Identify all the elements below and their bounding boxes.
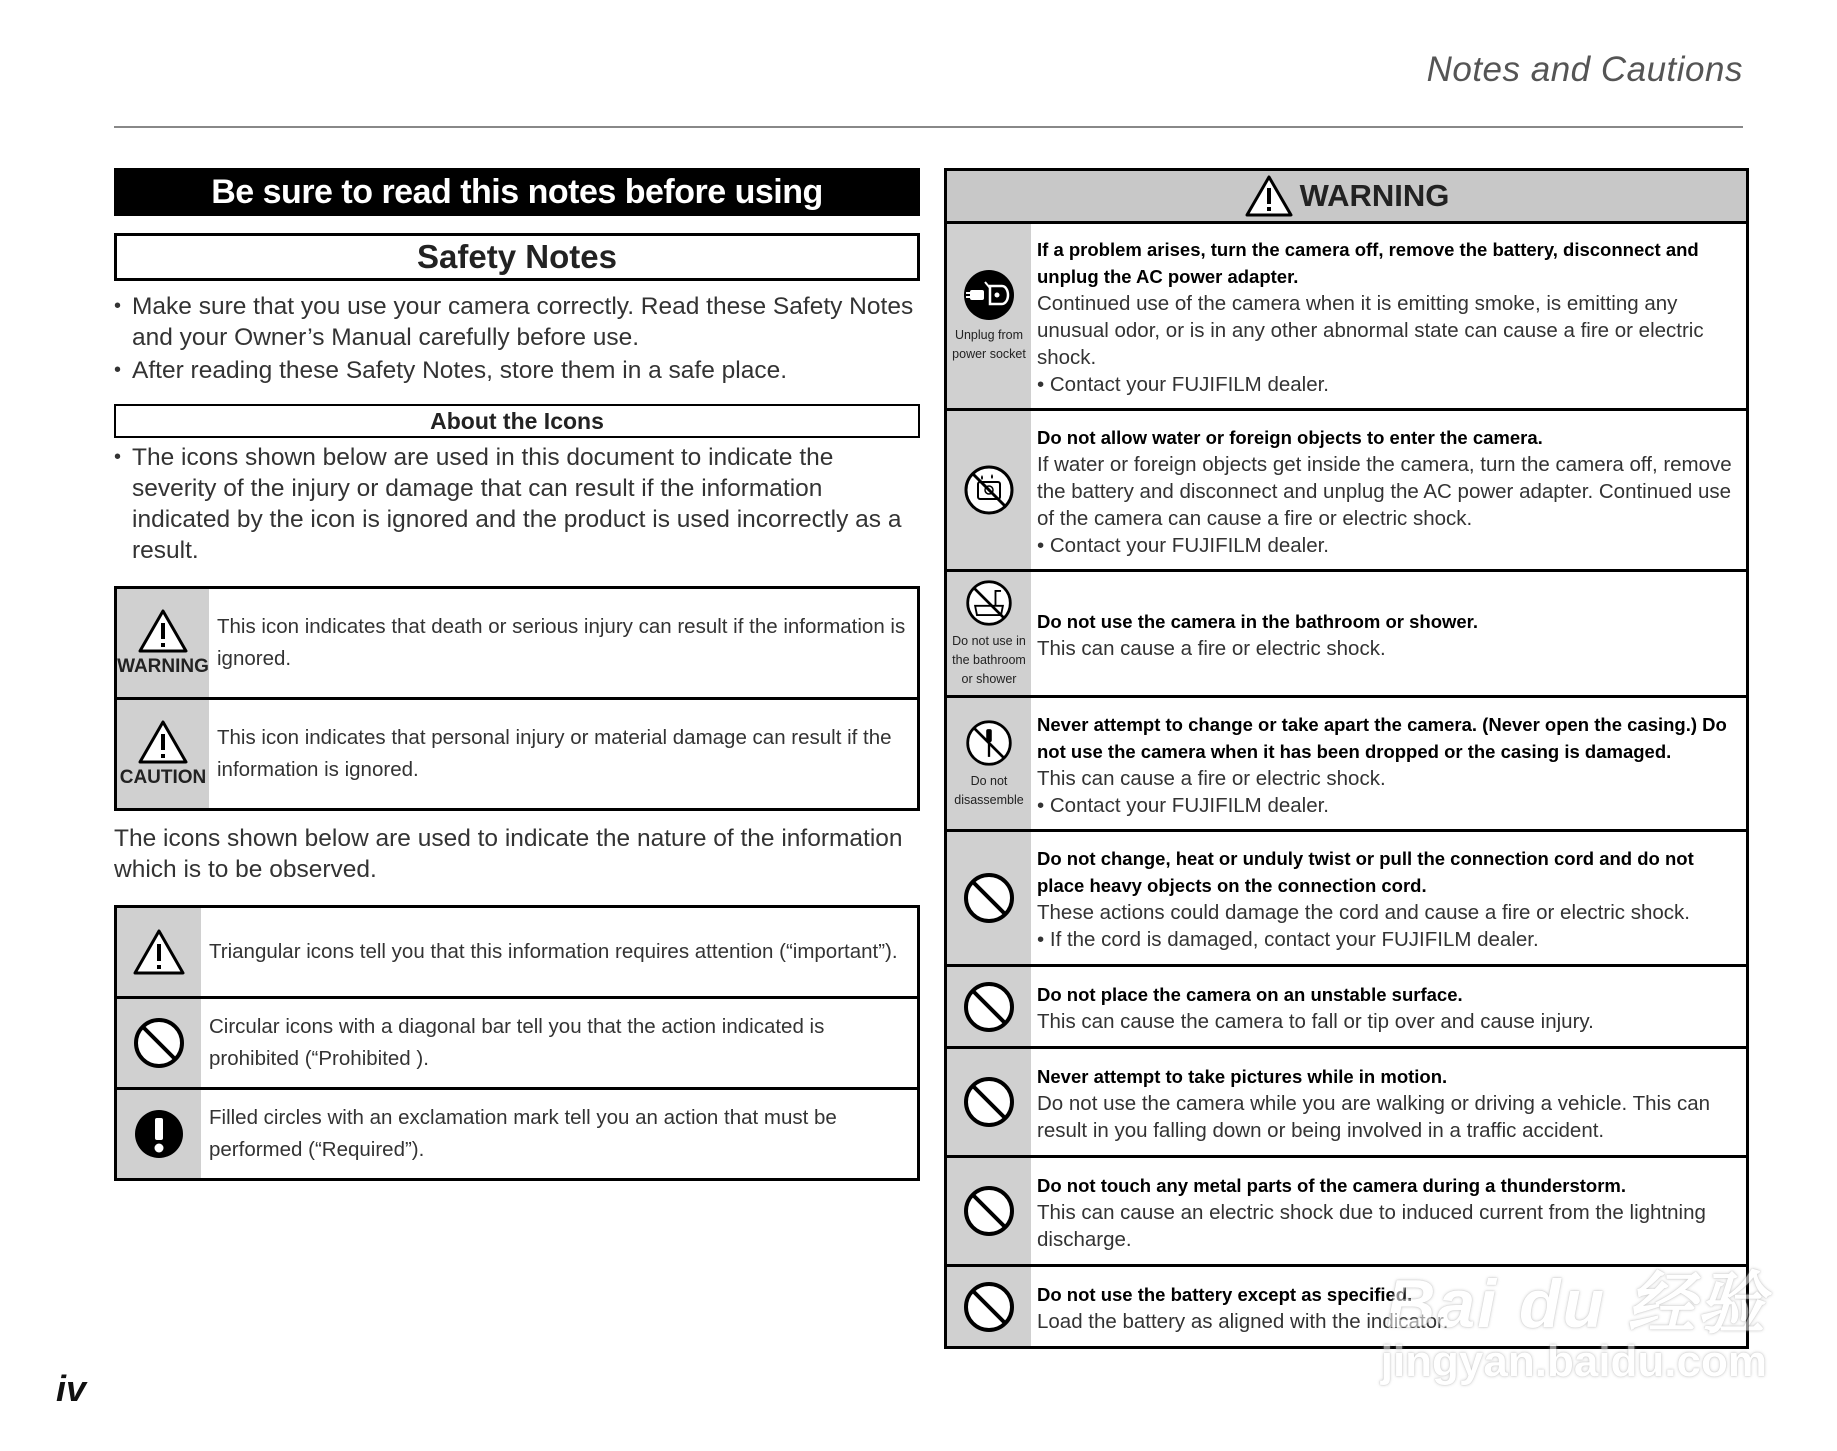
icon-cell: [117, 1090, 201, 1178]
warning-title: If a problem arises, turn the camera off, remove the battery, disconnect and unplug the AC power adapter.: [1037, 239, 1699, 287]
icon-caption: Unplug from power socket: [952, 328, 1026, 361]
table-row: [117, 589, 917, 697]
table-row: [947, 224, 1746, 408]
warning-title: Do not use the camera in the bathroom or shower.: [1037, 610, 1478, 632]
warning-text: [1031, 572, 1746, 695]
icon-caption: Do not disassemble: [954, 773, 1024, 807]
icon-cell: [947, 967, 1031, 1046]
intro-bullet-list: [114, 291, 920, 386]
prohibited-icon: [962, 871, 1016, 925]
icon-cell: [947, 698, 1031, 829]
icon-cell: [117, 908, 201, 996]
warning-title: Do not change, heat or unduly twist or pull the connection cord and do not place heavy objects on the connection cord.: [1037, 848, 1694, 896]
table-row: [947, 408, 1746, 569]
icon-description: Triangular icons tell you that this information requires attention (“important”).: [209, 940, 898, 963]
icon-cell: [947, 224, 1031, 408]
icon-cell: [947, 1049, 1031, 1155]
warning-title: Do not allow water or foreign objects to enter the camera.: [1037, 426, 1543, 448]
table-row: [947, 1155, 1746, 1264]
warning-triangle-icon: [137, 608, 189, 654]
warning-bullet: • Contact your FUJIFILM dealer.: [1037, 793, 1330, 817]
watermark-url: jingyan.baidu.com: [1380, 1337, 1767, 1386]
severity-description: This icon indicates that death or serious injury can result if the information is ignored.: [217, 615, 906, 670]
icon-cell: [947, 572, 1031, 695]
no-water-icon: [962, 463, 1016, 517]
warning-bullet: • Contact your FUJIFILM dealer.: [1037, 533, 1330, 557]
caution-icon-cell: [117, 700, 209, 808]
table-row: [947, 695, 1746, 829]
warning-table-header: [947, 171, 1746, 224]
warning-title: Do not place the camera on an unstable surface.: [1037, 983, 1463, 1005]
warning-icon-cell: [117, 589, 209, 697]
watermark: [1381, 1250, 1767, 1387]
required-exclamation-icon: [132, 1107, 186, 1161]
watermark-brand: Bai du 经验: [1386, 1266, 1767, 1342]
icon-cell: [947, 832, 1031, 964]
warning-bullet: • If the cord is damaged, contact your FUJIFILM dealer.: [1037, 928, 1539, 951]
list-item: • Make sure that you use your camera correctly. Read these Safety Notes and your Owner’s Manual carefully before use.: [114, 291, 920, 353]
table-row: [947, 569, 1746, 695]
warning-title: Never attempt to take pictures while in motion.: [1037, 1065, 1448, 1087]
about-icons-title: About the Icons: [114, 404, 920, 438]
table-row: [117, 996, 917, 1087]
header-divider: [114, 126, 1743, 128]
table-row: [947, 1046, 1746, 1155]
caution-label: CAUTION: [119, 767, 207, 788]
list-item: • After reading these Safety Notes, store them in a safe place.: [114, 355, 920, 386]
prohibited-icon: [962, 1184, 1016, 1238]
icon-cell: [117, 999, 201, 1087]
page-header-title: Notes and Cautions: [1426, 50, 1743, 89]
nature-icon-table: [114, 905, 920, 1181]
warning-bullet: • Contact your FUJIFILM dealer.: [1037, 373, 1330, 396]
warning-title: Never attempt to change or take apart the camera. (Never open the casing.) Do not use the camera when it has been dropped or the casing is damaged.: [1037, 713, 1727, 762]
warning-label: WARNING: [117, 656, 209, 677]
icon-cell: [947, 1158, 1031, 1264]
prohibited-icon: [962, 980, 1016, 1034]
table-row: [947, 964, 1746, 1046]
icon-description: Circular icons with a diagonal bar tell you that the action indicated is prohibited (“Prohibited ).: [209, 1015, 825, 1070]
warning-body: If water or foreign objects get inside the camera, turn the camera off, remove the battery and disconnect and unplug the AC power adapter. Continued use of the camera can cause a fire or electric shock.: [1037, 452, 1732, 530]
prohibited-icon: [962, 1280, 1016, 1334]
icon-description: Filled circles with an exclamation mark tell you an action that must be performed (“Required”).: [209, 1106, 837, 1161]
icon-cell: [947, 1267, 1031, 1346]
unplug-icon: [962, 268, 1016, 322]
warning-text: [1031, 411, 1746, 569]
severity-description: This icon indicates that personal injury or material damage can result if the information is ignored.: [217, 726, 892, 781]
table-row: [947, 829, 1746, 964]
left-column: [114, 168, 920, 1181]
list-item: • The icons shown below are used in this document to indicate the severity of the injury or damage that can result if the information indicated by the icon is ignored and the product is used incorrectly as a result.: [114, 442, 920, 566]
page-number: iv: [56, 1368, 87, 1409]
prohibited-icon: [962, 1075, 1016, 1129]
severity-icon-table: [114, 586, 920, 811]
table-row: [117, 1087, 917, 1178]
warning-body: This can cause an electric shock due to induced current from the lightning discharge.: [1037, 1200, 1706, 1251]
table-row: [117, 908, 917, 996]
about-bullet-list: [114, 442, 920, 566]
icon-caption: Do not use in the bathroom or shower: [952, 634, 1026, 686]
warning-title: Do not use the battery except as specified.: [1037, 1283, 1413, 1305]
warning-body: This can cause a fire or electric shock.: [1037, 766, 1386, 790]
icon-cell: [947, 411, 1031, 569]
warning-text: [1031, 1049, 1746, 1155]
warning-text: [1031, 224, 1746, 408]
nature-paragraph: The icons shown below are used to indicate the nature of the information which is to be observed.: [114, 825, 903, 883]
warning-table: [944, 168, 1749, 1349]
warning-body: This can cause the camera to fall or tip over and cause injury.: [1037, 1009, 1594, 1033]
prohibited-circle-icon: [132, 1016, 186, 1070]
warning-title: Do not touch any metal parts of the camera during a thunderstorm.: [1037, 1174, 1626, 1196]
warning-body: These actions could damage the cord and cause a fire or electric shock.: [1037, 901, 1690, 924]
no-bathroom-icon: [964, 578, 1014, 628]
warning-heading: WARNING: [1299, 178, 1450, 213]
attention-triangle-icon: [132, 928, 186, 976]
warning-triangle-icon: [1244, 174, 1294, 218]
warning-text: [1031, 967, 1746, 1046]
no-disassemble-icon: [964, 718, 1014, 768]
read-before-use-banner: Be sure to read this notes before using: [114, 168, 920, 216]
warning-text: [1031, 698, 1746, 829]
warning-body: Continued use of the camera when it is emitting smoke, is emitting any unusual odor, or is in any other abnormal state can cause a fire or electric shock.: [1037, 292, 1704, 369]
warning-text: [1031, 1158, 1746, 1264]
safety-notes-title: Safety Notes: [114, 233, 920, 281]
warning-body: Do not use the camera while you are walking or driving a vehicle. This can result in you falling down or being involved in a traffic accident.: [1037, 1091, 1711, 1142]
warning-text: [1031, 832, 1746, 964]
caution-triangle-icon: [137, 719, 189, 765]
warning-body: Load the battery as aligned with the indicator.: [1037, 1309, 1449, 1333]
table-row: [117, 697, 917, 808]
warning-body: This can cause a fire or electric shock.: [1037, 636, 1386, 660]
